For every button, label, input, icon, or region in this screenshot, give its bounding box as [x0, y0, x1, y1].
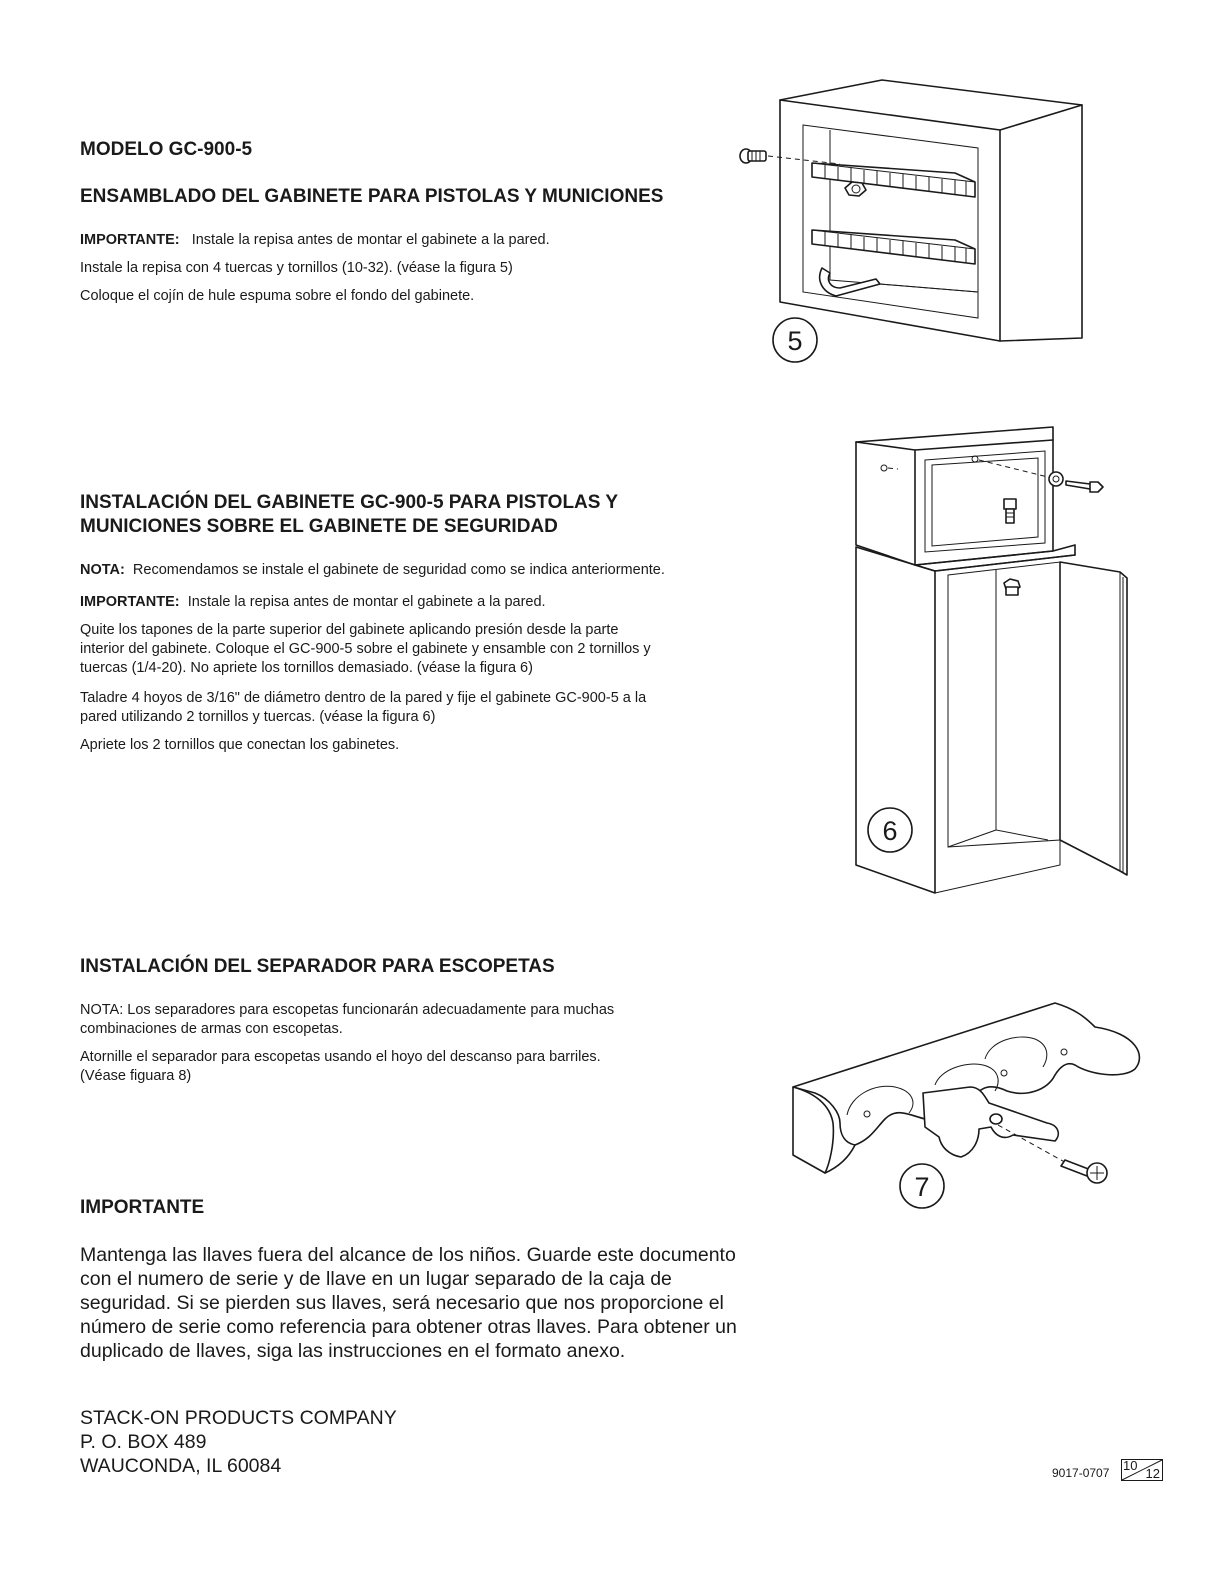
important-text-line: número de serie como referencia para obtener otras llaves. Para obtener un [80, 1316, 737, 1338]
instruction-line: Taladre 4 hoyos de 3/16" de diámetro dentro de la pared y fije el gabinete GC-900-5 a la [80, 690, 647, 706]
important-text-line: duplicado de llaves, siga las instrucciones en el formato anexo. [80, 1340, 626, 1362]
important-text: Instale la repisa antes de montar el gabinete a la pared. [187, 594, 546, 610]
instruction-line: NOTA: Los separadores para escopetas funcionarán adecuadamente para muchas [80, 1002, 615, 1018]
figure-7-illustration [785, 995, 1165, 1225]
nota-label: NOTA: [80, 562, 125, 578]
document-number: 9017-0707 [1052, 1466, 1110, 1480]
section-heading-install-line2: MUNICIONES SOBRE EL GABINETE DE SEGURIDAD [80, 516, 558, 537]
section-heading-important: IMPORTANTE [80, 1197, 205, 1218]
figure-6-illustration [840, 415, 1140, 905]
important-label: IMPORTANTE: [80, 594, 180, 610]
page-current: 10 [1123, 1458, 1138, 1473]
instruction-line: Coloque el cojín de hule espuma sobre el fondo del gabinete. [80, 288, 475, 304]
instruction-line: interior del gabinete. Coloque el GC-900-5 sobre el gabinete y ensamble con 2 tornillos y [80, 641, 651, 657]
important-text-line: con el numero de serie y de llave en un lugar separado de la caja de [80, 1268, 672, 1290]
important-note [80, 593, 546, 612]
figure-5-illustration [730, 70, 1130, 370]
figure-6-number: 6 [882, 816, 898, 846]
instruction-line: Apriete los 2 tornillos que conectan los gabinetes. [80, 737, 400, 753]
figure-7-number: 7 [914, 1172, 930, 1202]
section-heading-shotgun-rack: INSTALACIÓN DEL SEPARADOR PARA ESCOPETAS [80, 956, 555, 977]
instruction-line: tuercas (1/4-20). No apriete los tornillos demasiado. (véase la figura 6) [80, 660, 533, 676]
figure-5-number: 5 [787, 326, 803, 356]
important-note [80, 231, 550, 250]
important-text-line: seguridad. Si se pierden sus llaves, será necesario que nos proporcione el [80, 1292, 724, 1314]
model-title: MODELO GC-900-5 [80, 139, 253, 160]
important-text-line: Mantenga las llaves fuera del alcance de los niños. Guarde este documento [80, 1244, 736, 1266]
section-heading-install-line1: INSTALACIÓN DEL GABINETE GC-900-5 PARA PISTOLAS Y [80, 492, 619, 513]
important-text: Instale la repisa antes de montar el gabinete a la pared. [191, 232, 550, 248]
nota-note [80, 561, 665, 580]
instruction-line: (Véase figuara 8) [80, 1068, 192, 1084]
nota-text: Recomendamos se instale el gabinete de seguridad como se indica anteriormente. [132, 562, 665, 578]
instruction-line: pared utilizando 2 tornillos y tuercas. (véase la figura 6) [80, 709, 436, 725]
important-label: IMPORTANTE: [80, 232, 180, 248]
page-indicator [1121, 1459, 1163, 1481]
page-total: 12 [1145, 1466, 1160, 1481]
instruction-line: Atornille el separador para escopetas usando el hoyo del descanso para barriles. [80, 1049, 601, 1065]
instruction-line: combinaciones de armas con escopetas. [80, 1021, 343, 1037]
company-po-box: P. O. BOX 489 [80, 1431, 207, 1453]
company-city: WAUCONDA, IL 60084 [80, 1455, 282, 1477]
instruction-line: Instale la repisa con 4 tuercas y tornillos (10-32). (véase la figura 5) [80, 260, 513, 276]
company-name: STACK-ON PRODUCTS COMPANY [80, 1407, 397, 1429]
instruction-line: Quite los tapones de la parte superior del gabinete aplicando presión desde la parte [80, 622, 619, 638]
section-heading-assembly: ENSAMBLADO DEL GABINETE PARA PISTOLAS Y MUNICIONES [80, 186, 664, 207]
